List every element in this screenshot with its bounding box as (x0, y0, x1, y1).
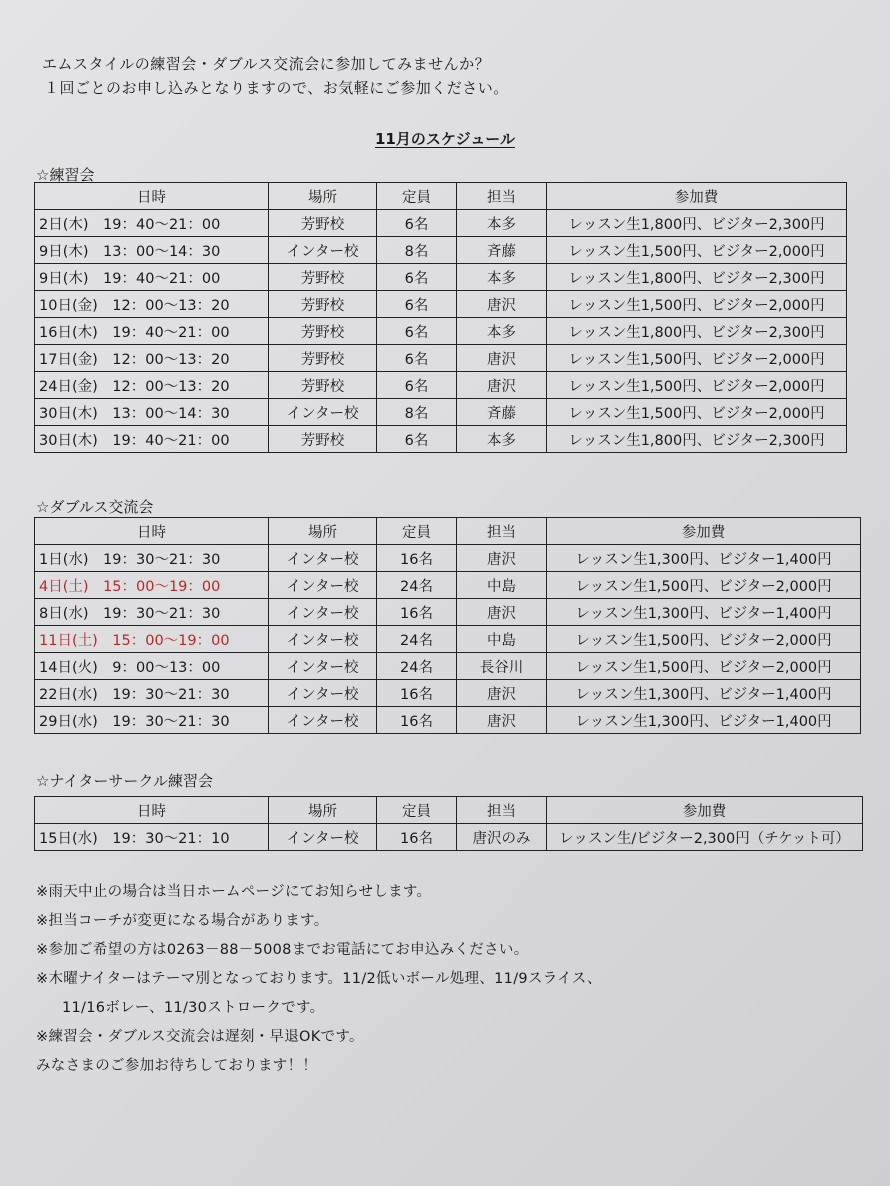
header-place: 場所 (269, 183, 377, 210)
nighter-row (35, 824, 863, 851)
cell-fee: レッスン生1,300円、ビジター1,400円 (547, 545, 861, 572)
practice-row (35, 426, 847, 453)
cell-capacity: 16名 (377, 707, 457, 734)
cell-fee: レッスン生1,500円、ビジター2,000円 (547, 291, 847, 318)
cell-fee: レッスン生/ビジター2,300円（チケット可） (547, 824, 863, 851)
header-fee: 参加費 (547, 518, 861, 545)
header-fee: 参加費 (547, 183, 847, 210)
cell-coach: 中島 (457, 626, 547, 653)
cell-date: 1日(水) 19：30～21：30 (35, 545, 269, 572)
cell-capacity: 6名 (377, 426, 457, 453)
header-fee: 参加費 (547, 797, 863, 824)
note-line: 11/16ボレー、11/30ストロークです。 (62, 1000, 325, 1016)
cell-date: 30日(木) 13：00～14：30 (35, 399, 269, 426)
practice-row (35, 399, 847, 426)
cell-date: 30日(木) 19：40～21：00 (35, 426, 269, 453)
cell-date: 2日(木) 19：40～21：00 (35, 210, 269, 237)
cell-coach: 唐沢 (457, 291, 547, 318)
cell-date: 17日(金) 12：00～13：20 (35, 345, 269, 372)
cell-capacity: 6名 (377, 291, 457, 318)
header-coach: 担当 (457, 797, 547, 824)
cell-place: 芳野校 (269, 426, 377, 453)
cell-fee: レッスン生1,500円、ビジター2,000円 (547, 399, 847, 426)
practice-row (35, 318, 847, 345)
cell-capacity: 16名 (377, 680, 457, 707)
cell-date: 22日(水) 19：30～21：30 (35, 680, 269, 707)
cell-fee: レッスン生1,500円、ビジター2,000円 (547, 345, 847, 372)
cell-place: インター校 (269, 545, 377, 572)
header-date: 日時 (35, 183, 269, 210)
cell-place: インター校 (269, 572, 377, 599)
cell-capacity: 6名 (377, 372, 457, 399)
cell-capacity: 8名 (377, 237, 457, 264)
doubles-row (35, 653, 861, 680)
cell-capacity: 6名 (377, 264, 457, 291)
cell-capacity: 6名 (377, 345, 457, 372)
header-capacity: 定員 (377, 518, 457, 545)
header-capacity: 定員 (377, 183, 457, 210)
cell-fee: レッスン生1,500円、ビジター2,000円 (547, 653, 861, 680)
cell-place: 芳野校 (269, 210, 377, 237)
doubles-row (35, 599, 861, 626)
cell-place: インター校 (269, 653, 377, 680)
intro-line-2: １回ごとのお申し込みとなりますので、お気軽にご参加ください。 (44, 79, 509, 97)
note-line: ※木曜ナイターはテーマ別となっております。11/2低いボール処理、11/9スライス、 (36, 971, 602, 987)
doubles-table (34, 517, 861, 734)
cell-capacity: 16名 (377, 545, 457, 572)
header-coach: 担当 (457, 518, 547, 545)
practice-row (35, 210, 847, 237)
header-date: 日時 (35, 797, 269, 824)
practice-row (35, 264, 847, 291)
cell-place: 芳野校 (269, 345, 377, 372)
cell-coach: 唐沢 (457, 680, 547, 707)
cell-date: 8日(水) 19：30～21：30 (35, 599, 269, 626)
nighter-table (34, 796, 863, 851)
cell-capacity: 16名 (377, 824, 457, 851)
cell-date: 15日(水) 19：30～21：10 (35, 824, 269, 851)
cell-place: インター校 (269, 237, 377, 264)
schedule-title (0, 128, 890, 149)
cell-date: 4日(土) 15：00～19：00 (35, 572, 269, 599)
cell-capacity: 24名 (377, 572, 457, 599)
cell-date: 9日(木) 19：40～21：00 (35, 264, 269, 291)
cell-fee: レッスン生1,800円、ビジター2,300円 (547, 426, 847, 453)
header-capacity: 定員 (377, 797, 457, 824)
doubles-header-row (35, 518, 861, 545)
header-place: 場所 (269, 518, 377, 545)
schedule-title-text: 11月のスケジュール (375, 130, 515, 148)
practice-header-row (35, 183, 847, 210)
cell-capacity: 24名 (377, 653, 457, 680)
cell-place: 芳野校 (269, 372, 377, 399)
notes (36, 878, 602, 1081)
practice-row (35, 345, 847, 372)
cell-fee: レッスン生1,300円、ビジター1,400円 (547, 599, 861, 626)
cell-date: 24日(金) 12：00～13：20 (35, 372, 269, 399)
doubles-row (35, 680, 861, 707)
cell-fee: レッスン生1,500円、ビジター2,000円 (547, 572, 861, 599)
nighter-section-label: ☆ナイターサークル練習会 (36, 772, 213, 790)
cell-capacity: 16名 (377, 599, 457, 626)
cell-coach: 唐沢 (457, 545, 547, 572)
cell-place: インター校 (269, 824, 377, 851)
cell-place: 芳野校 (269, 264, 377, 291)
doubles-row (35, 707, 861, 734)
cell-coach: 中島 (457, 572, 547, 599)
doubles-row (35, 626, 861, 653)
cell-capacity: 24名 (377, 626, 457, 653)
header-place: 場所 (269, 797, 377, 824)
practice-row (35, 372, 847, 399)
cell-coach: 斉藤 (457, 399, 547, 426)
cell-date: 14日(火) 9：00～13：00 (35, 653, 269, 680)
cell-capacity: 6名 (377, 318, 457, 345)
cell-coach: 本多 (457, 318, 547, 345)
cell-coach: 本多 (457, 426, 547, 453)
practice-section-label: ☆練習会 (36, 166, 95, 184)
cell-date: 29日(水) 19：30～21：30 (35, 707, 269, 734)
note-line: ※雨天中止の場合は当日ホームページにてお知らせします。 (36, 884, 432, 900)
cell-coach: 斉藤 (457, 237, 547, 264)
cell-coach: 本多 (457, 210, 547, 237)
intro-line-1: エムスタイルの練習会・ダブルス交流会に参加してみませんか？ (42, 55, 491, 73)
cell-capacity: 8名 (377, 399, 457, 426)
doubles-section-label: ☆ダブルス交流会 (36, 498, 154, 516)
cell-date: 10日(金) 12：00～13：20 (35, 291, 269, 318)
cell-fee: レッスン生1,500円、ビジター2,000円 (547, 237, 847, 264)
cell-date: 11日(土) 15：00～19：00 (35, 626, 269, 653)
cell-date: 9日(木) 13：00～14：30 (35, 237, 269, 264)
cell-fee: レッスン生1,500円、ビジター2,000円 (547, 626, 861, 653)
practice-row (35, 237, 847, 264)
cell-place: インター校 (269, 399, 377, 426)
cell-place: インター校 (269, 707, 377, 734)
practice-table (34, 182, 847, 453)
cell-fee: レッスン生1,500円、ビジター2,000円 (547, 372, 847, 399)
doubles-row (35, 545, 861, 572)
cell-fee: レッスン生1,300円、ビジター1,400円 (547, 707, 861, 734)
cell-coach: 唐沢 (457, 707, 547, 734)
note-line: ※練習会・ダブルス交流会は遅刻・早退OKです。 (36, 1029, 364, 1045)
cell-coach: 唐沢 (457, 345, 547, 372)
cell-coach: 本多 (457, 264, 547, 291)
cell-fee: レッスン生1,800円、ビジター2,300円 (547, 318, 847, 345)
cell-place: インター校 (269, 599, 377, 626)
note-line: ※参加ご希望の方は0263－88－5008までお電話にてお申込みください。 (36, 942, 529, 958)
cell-coach: 唐沢 (457, 599, 547, 626)
cell-fee: レッスン生1,800円、ビジター2,300円 (547, 264, 847, 291)
cell-fee: レッスン生1,300円、ビジター1,400円 (547, 680, 861, 707)
cell-coach: 唐沢 (457, 372, 547, 399)
cell-place: インター校 (269, 626, 377, 653)
header-date: 日時 (35, 518, 269, 545)
cell-place: 芳野校 (269, 291, 377, 318)
cell-place: インター校 (269, 680, 377, 707)
doubles-row (35, 572, 861, 599)
cell-coach: 唐沢のみ (457, 824, 547, 851)
nighter-header-row (35, 797, 863, 824)
cell-fee: レッスン生1,800円、ビジター2,300円 (547, 210, 847, 237)
note-line: ※担当コーチが変更になる場合があります。 (36, 913, 329, 929)
header-coach: 担当 (457, 183, 547, 210)
practice-row (35, 291, 847, 318)
intro (42, 52, 509, 100)
cell-date: 16日(木) 19：40～21：00 (35, 318, 269, 345)
note-line: みなさまのご参加お待ちしております！！ (36, 1058, 318, 1074)
cell-capacity: 6名 (377, 210, 457, 237)
cell-place: 芳野校 (269, 318, 377, 345)
cell-coach: 長谷川 (457, 653, 547, 680)
